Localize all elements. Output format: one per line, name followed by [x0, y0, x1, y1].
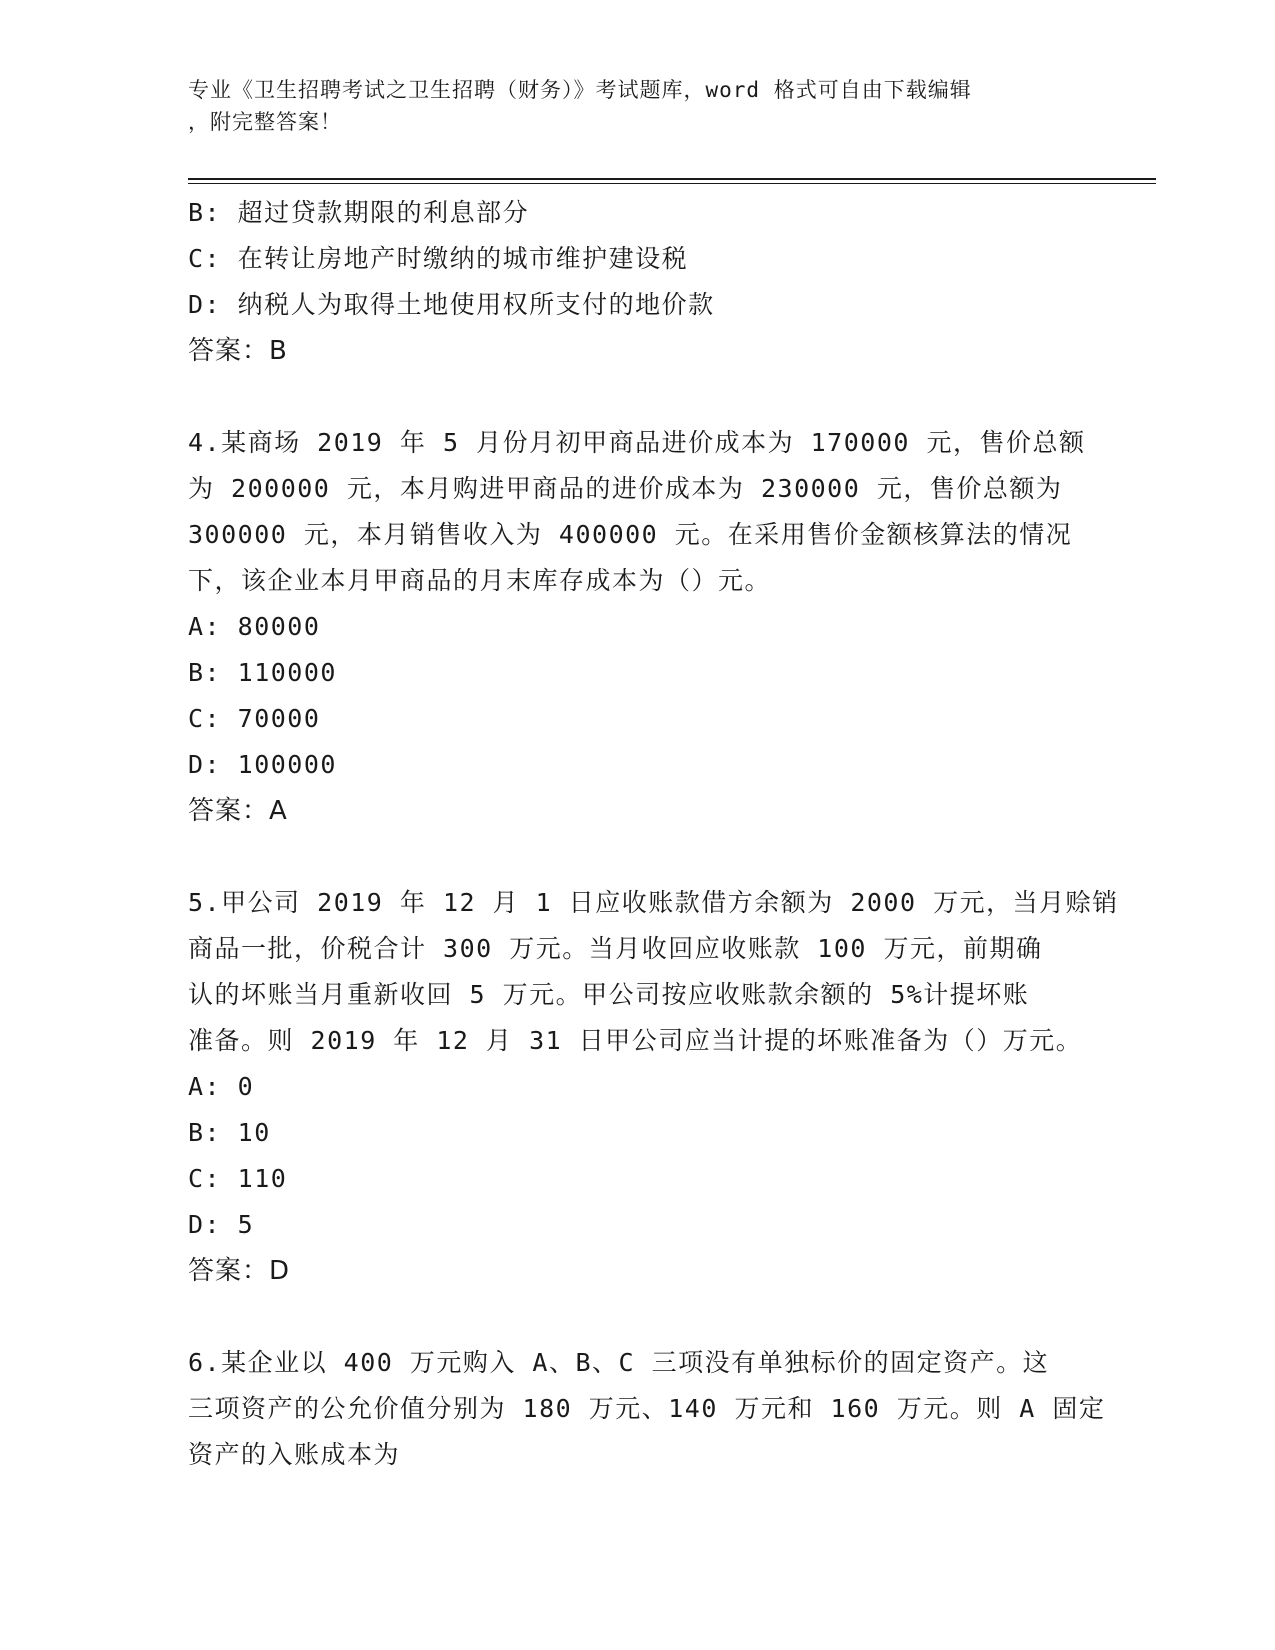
question-stem-line: 5.甲公司 2019 年 12 月 1 日应收账款借方余额为 2000 万元，当月赊销	[188, 888, 1119, 917]
header-divider-thick	[188, 178, 1156, 180]
option-b: B: 超过贷款期限的利息部分	[188, 198, 530, 227]
header-divider-thin	[188, 183, 1156, 184]
option-d: D: 100000	[188, 750, 337, 779]
question-stem-line: 商品一批，价税合计 300 万元。当月收回应收账款 100 万元，前期确	[188, 934, 1043, 963]
option-c: C: 110	[188, 1164, 288, 1193]
question-stem-line: 认的坏账当月重新收回 5 万元。甲公司按应收账款余额的 5%计提坏账	[188, 980, 1030, 1009]
document-header	[188, 74, 1088, 138]
option-c: C: 在转让房地产时缴纳的城市维护建设税	[188, 244, 689, 273]
option-d: D: 纳税人为取得土地使用权所支付的地价款	[188, 290, 715, 319]
option-b: B: 110000	[188, 658, 337, 687]
option-a: A: 0	[188, 1072, 255, 1101]
question-4	[188, 420, 1088, 834]
answer-line: 答案：B	[188, 336, 288, 366]
option-a: A: 80000	[188, 612, 321, 641]
spacer	[188, 374, 1088, 420]
option-b: B: 10	[188, 1118, 271, 1147]
spacer	[188, 1294, 1088, 1340]
question-stem-line: 三项资产的公允价值分别为 180 万元、140 万元和 160 万元。则 A 固定	[188, 1394, 1106, 1423]
header-line-1: 专业《卫生招聘考试之卫生招聘（财务）》考试题库，word 格式可自由下载编辑	[188, 78, 972, 102]
answer-line: 答案：A	[188, 796, 288, 826]
question-5	[188, 880, 1119, 1294]
question-stem-line: 准备。则 2019 年 12 月 31 日甲公司应当计提的坏账准备为（）万元。	[188, 1026, 1083, 1055]
question-6	[188, 1340, 1106, 1478]
header-line-2: ，附完整答案！	[188, 110, 342, 134]
question-stem-line: 资产的入账成本为	[188, 1440, 401, 1469]
question-stem-line: 下，该企业本月甲商品的月末库存成本为（）元。	[188, 566, 772, 595]
question-stem-line: 6.某企业以 400 万元购入 A、B、C 三项没有单独标价的固定资产。这	[188, 1348, 1050, 1377]
answer-line: 答案：D	[188, 1256, 291, 1286]
spacer	[188, 834, 1088, 880]
option-c: C: 70000	[188, 704, 321, 733]
question-stem-line: 为 200000 元，本月购进甲商品的进价成本为 230000 元，售价总额为	[188, 474, 1063, 503]
option-d: D: 5	[188, 1210, 255, 1239]
question-stem-line: 300000 元，本月销售收入为 400000 元。在采用售价金额核算法的情况	[188, 520, 1073, 549]
question-3	[188, 190, 1088, 374]
question-stem-line: 4.某商场 2019 年 5 月份月初甲商品进价成本为 170000 元，售价总额	[188, 428, 1086, 457]
document-body	[188, 190, 1119, 1478]
